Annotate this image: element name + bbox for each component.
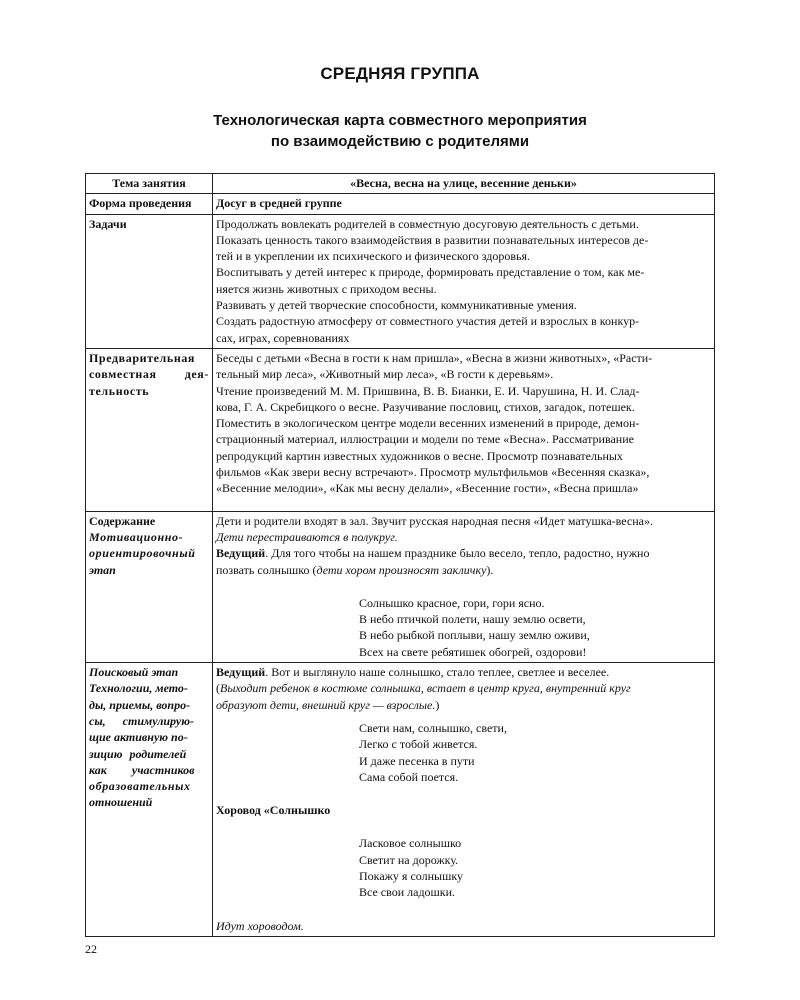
content-label-line: Мотивационно-: [89, 529, 184, 544]
prep-label-line: тельность: [89, 383, 150, 398]
closing-stage-direction: Идут хороводом.: [216, 918, 304, 933]
search-host-line: [216, 664, 711, 680]
subtitle-line-2: по взаимодействию с родителями: [270, 133, 530, 150]
page-number: 22: [85, 942, 97, 956]
table-row-tasks: [86, 214, 715, 348]
prep-line: Беседы с детьми «Весна в гости к нам пришла», «Весна в жизни животных», «Расти-: [216, 350, 653, 365]
search-label-line: зицию родителей: [89, 746, 187, 761]
prep-line: кова, Г. А. Скребицкого о весне. Разучивание пословиц, стихов, загадок, потешек.: [216, 399, 635, 414]
poem-line: Свети нам, солнышко, свети,: [359, 720, 507, 735]
tasks-line: тей и в укреплении их психического и физического здоровья.: [216, 249, 530, 264]
poem-line: Светит на дорожку.: [359, 852, 459, 867]
paren-open: (: [216, 681, 220, 696]
technology-map-table: [85, 173, 715, 937]
content-label-line: этап: [89, 562, 116, 577]
host-text: . Вот и выглянуло наше солнышко, стало теплее, светлее и веселее.: [265, 665, 610, 680]
poem-shine: [359, 720, 711, 785]
preparation-label: [86, 348, 213, 511]
search-label-line: Поисковый этап: [89, 665, 179, 680]
search-label-line: образовательных: [89, 779, 191, 794]
search-stage-direction: [216, 697, 711, 713]
prep-line: фильмов «Как звери весну встречают». Просмотр мультфильмов «Весенняя сказка»,: [216, 465, 650, 480]
prep-line: тельный мир леса», «Животный мир леса», «В гости к деревьям».: [216, 367, 554, 382]
content-body: [213, 511, 715, 662]
table-row-preparation: [86, 348, 715, 511]
content-line: Дети и родители входят в зал. Звучит русская народная песня «Идет матушка-весна».: [216, 513, 653, 528]
poem-line: Солнышко красное, гори, гори ясно.: [359, 595, 545, 610]
search-body: [213, 663, 715, 937]
poem-line: Сама собой поется.: [359, 769, 459, 784]
tasks-line: Продолжать вовлекать родителей в совместную досуговую деятельность с детьми.: [216, 216, 639, 231]
poem-line: В небо рыбкой поплыви, нашу землю оживи,: [359, 628, 590, 643]
search-label-line: ды, приемы, вопро-: [89, 697, 191, 712]
search-label: [86, 663, 213, 937]
prep-label-word: дея-: [184, 367, 209, 382]
host-text: . Для того чтобы на нашем празднике было весело, тепло, радостно, нужно: [265, 546, 650, 561]
dance-title: Хоровод «Солнышко: [216, 803, 331, 818]
prep-label-word: совместная: [89, 367, 157, 382]
stage-direction-text: образуют дети, внешний круг — взрослые.: [216, 697, 436, 712]
poem-line: Покажу я солнышку: [359, 868, 463, 883]
tasks-content: [213, 214, 715, 348]
stage-direction-text: Выходит ребенок в костюме солнышка, встает в центр круга, внутренний круг: [220, 681, 631, 696]
tasks-line: няется жизнь животных с приходом весны.: [216, 281, 437, 296]
content-label-line: ориентировочный: [89, 546, 196, 561]
tasks-line: Развивать у детей творческие способности, коммуникативные умения.: [216, 298, 577, 313]
prep-line: «Весенние мелодии», «Как мы весну делали», «Весенние гости», «Весна пришла»: [216, 481, 639, 496]
tasks-line: Создать радостную атмосферу от совместного участия детей и взрослых в конкур-: [216, 314, 640, 329]
content-label-line: Содержание: [89, 513, 156, 528]
poem-line: Легко с тобой живется.: [359, 737, 478, 752]
page-title: СРЕДНЯЯ ГРУППА: [320, 64, 480, 83]
poem-line: Всех на свете ребятишек обогрей, оздорови!: [359, 644, 587, 659]
poem-line: Все свои ладошки.: [359, 885, 456, 900]
host-stage-direction: дети хором произносят закличку: [316, 562, 487, 577]
form-label: Форма проведения: [86, 194, 213, 214]
theme-label: Тема занятия: [86, 174, 213, 194]
table-row-search: [86, 663, 715, 937]
subtitle-line-1: Технологическая карта совместного мероприятия: [213, 112, 587, 129]
tasks-label: Задачи: [86, 214, 213, 348]
table-row-theme: [86, 174, 715, 194]
content-host-line: [216, 562, 711, 578]
search-label-line: Технологии, мето-: [89, 681, 188, 696]
prep-label-line: [89, 366, 209, 382]
prep-label-line: Предварительная: [89, 350, 196, 365]
search-label-line: как участников: [89, 762, 195, 777]
host-label: Ведущий: [216, 546, 266, 561]
poem-line: Ласковое солнышко: [359, 836, 462, 851]
poem-sunshine: [359, 835, 711, 900]
host-text: ).: [486, 562, 494, 577]
poem-sun-call: [359, 595, 711, 660]
content-host-line: [216, 545, 711, 561]
poem-line: И даже песенка в пути: [359, 753, 475, 768]
table-row-content: [86, 511, 715, 662]
search-label-line: отношений: [89, 795, 153, 810]
table-row-form: [86, 194, 715, 214]
form-value: Досуг в средней группе: [213, 194, 715, 214]
host-label: Ведущий: [216, 665, 266, 680]
search-label-line: сы, стимулирую-: [89, 713, 194, 728]
search-label-line: щие активную по-: [89, 730, 188, 745]
page-subtitle: [0, 110, 800, 152]
search-stage-direction: [216, 680, 711, 696]
tasks-line: Показать ценность такого взаимодействия в развитии познавательных интересов де-: [216, 232, 649, 247]
tasks-line: сах, играх, соревнованиях: [216, 330, 350, 345]
preparation-content: [213, 348, 715, 511]
paren-close: ): [435, 697, 440, 712]
content-label: [86, 511, 213, 662]
content-stage-direction: Дети перестраиваются в полукруг.: [216, 529, 398, 544]
prep-line: страционный материал, иллюстрации и модели по теме «Весна». Рассматривание: [216, 432, 634, 447]
poem-line: В небо птичкой полети, нашу землю освети,: [359, 612, 586, 627]
host-text: позвать солнышко (: [216, 562, 317, 577]
theme-value: «Весна, весна на улице, весенние деньки»: [213, 174, 715, 194]
prep-line: Поместить в экологическом центре модели весенних изменений в природе, демон-: [216, 416, 640, 431]
prep-line: репродукций картин известных художников о весне. Просмотр познавательных: [216, 448, 623, 463]
tasks-line: Воспитывать у детей интерес к природе, формировать представление о том, как ме-: [216, 265, 645, 280]
prep-line: Чтение произведений М. М. Пришвина, В. В. Бианки, Е. И. Чарушина, Н. И. Слад-: [216, 383, 640, 398]
